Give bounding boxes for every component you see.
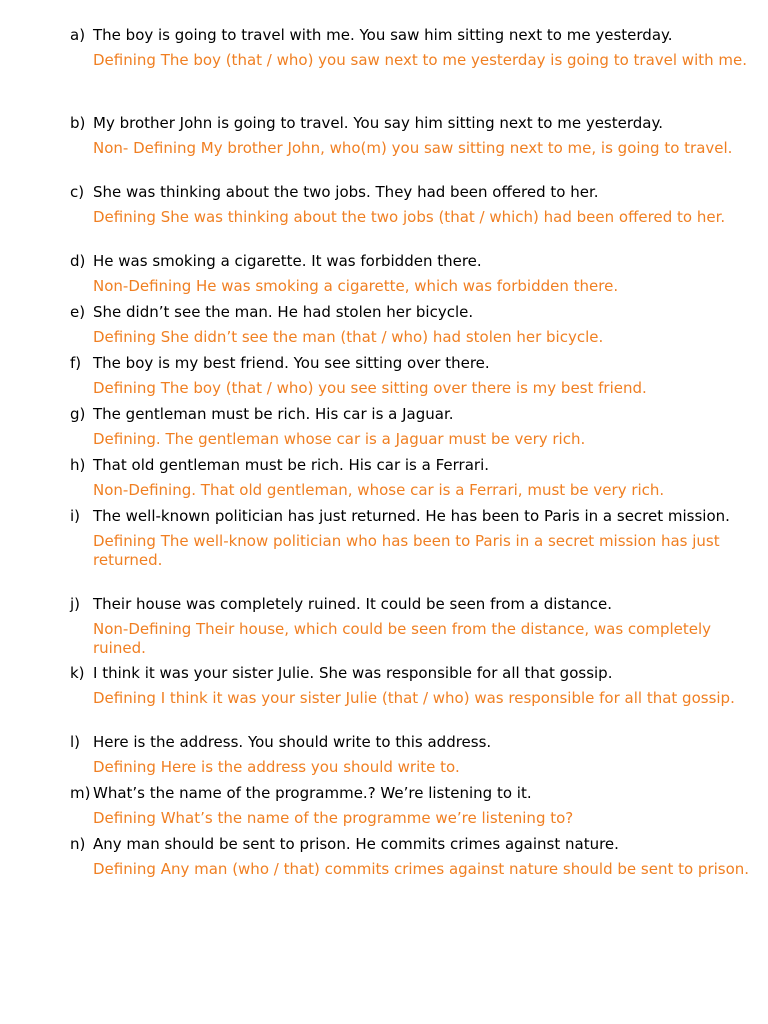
- question-text: Here is the address. You should write to this address.: [93, 733, 492, 751]
- exercise-item-d: [70, 252, 750, 296]
- answer-text: Defining The well-know politician who has been to Paris in a secret mission has just returned.: [93, 532, 720, 569]
- answer-text: Non-Defining He was smoking a cigarette, which was forbidden there.: [93, 277, 619, 295]
- question: [70, 354, 750, 372]
- exercise-item-l: [70, 733, 750, 777]
- question-text: She didn’t see the man. He had stolen her bicycle.: [93, 303, 474, 321]
- question: [70, 26, 750, 44]
- question: [70, 784, 750, 802]
- item-label: i): [70, 507, 81, 525]
- exercise-item-c: [70, 183, 750, 227]
- item-label: g): [70, 405, 86, 423]
- answer-text: Defining I think it was your sister Julie (that / who) was responsible for all that gossip.: [93, 689, 735, 707]
- item-label: m): [70, 784, 91, 802]
- item-label: f): [70, 354, 82, 372]
- answer-text: Defining The boy (that / who) you see sitting over there is my best friend.: [93, 379, 647, 397]
- exercise-item-a: [70, 26, 750, 70]
- exercise-item-j: [70, 595, 750, 657]
- question: [70, 456, 750, 474]
- question: [70, 405, 750, 423]
- question: [70, 303, 750, 321]
- answer-text: Defining She was thinking about the two jobs (that / which) had been offered to her.: [93, 208, 726, 226]
- item-label: c): [70, 183, 85, 201]
- question: [70, 114, 750, 132]
- question: [70, 507, 750, 525]
- answer-text: Defining She didn’t see the man (that / who) had stolen her bicycle.: [93, 328, 604, 346]
- answer-text: Defining Any man (who / that) commits crimes against nature should be sent to prison.: [93, 860, 750, 878]
- question-text: She was thinking about the two jobs. They had been offered to her.: [93, 183, 599, 201]
- question: [70, 183, 750, 201]
- item-label: b): [70, 114, 86, 132]
- answer-text: Defining What’s the name of the programme we’re listening to?: [93, 809, 574, 827]
- question: [70, 664, 750, 682]
- item-label: k): [70, 664, 85, 682]
- exercise-item-f: [70, 354, 750, 398]
- question: [70, 835, 750, 853]
- exercise-item-e: [70, 303, 750, 347]
- question-text: My brother John is going to travel. You say him sitting next to me yesterday.: [93, 114, 663, 132]
- exercise-item-n: [70, 835, 750, 879]
- exercise-item-b: [70, 114, 750, 158]
- question-text: The gentleman must be rich. His car is a Jaguar.: [93, 405, 454, 423]
- question: [70, 252, 750, 270]
- item-label: j): [70, 595, 81, 613]
- item-label: a): [70, 26, 86, 44]
- question-text: He was smoking a cigarette. It was forbidden there.: [93, 252, 482, 270]
- question-text: Any man should be sent to prison. He commits crimes against nature.: [93, 835, 619, 853]
- item-label: l): [70, 733, 81, 751]
- question-text: Their house was completely ruined. It could be seen from a distance.: [93, 595, 613, 613]
- item-label: d): [70, 252, 86, 270]
- answer-text: Defining Here is the address you should write to.: [93, 758, 460, 776]
- item-label: n): [70, 835, 86, 853]
- answer-text: Non-Defining Their house, which could be seen from the distance, was completely ruined.: [93, 620, 712, 657]
- exercise-item-h: [70, 456, 750, 500]
- exercise-item-k: [70, 664, 750, 708]
- question-text: What’s the name of the programme.? We’re listening to it.: [93, 784, 532, 802]
- question-text: The boy is my best friend. You see sitting over there.: [93, 354, 490, 372]
- item-label: e): [70, 303, 86, 321]
- item-label: h): [70, 456, 86, 474]
- exercise-item-g: [70, 405, 750, 449]
- answer-text: Non- Defining My brother John, who(m) you saw sitting next to me, is going to travel.: [93, 139, 733, 157]
- question-text: The well-known politician has just returned. He has been to Paris in a secret mission.: [93, 507, 730, 525]
- question: [70, 733, 750, 751]
- question: [70, 595, 750, 613]
- answer-text: Defining. The gentleman whose car is a Jaguar must be very rich.: [93, 430, 586, 448]
- question-text: That old gentleman must be rich. His car is a Ferrari.: [93, 456, 489, 474]
- question-text: The boy is going to travel with me. You saw him sitting next to me yesterday.: [93, 26, 673, 44]
- answer-text: Non-Defining. That old gentleman, whose car is a Ferrari, must be very rich.: [93, 481, 665, 499]
- answer-text: Defining The boy (that / who) you saw next to me yesterday is going to travel with me.: [93, 51, 748, 69]
- question-text: I think it was your sister Julie. She was responsible for all that gossip.: [93, 664, 613, 682]
- exercise-item-m: [70, 784, 750, 828]
- exercise-item-i: [70, 507, 750, 569]
